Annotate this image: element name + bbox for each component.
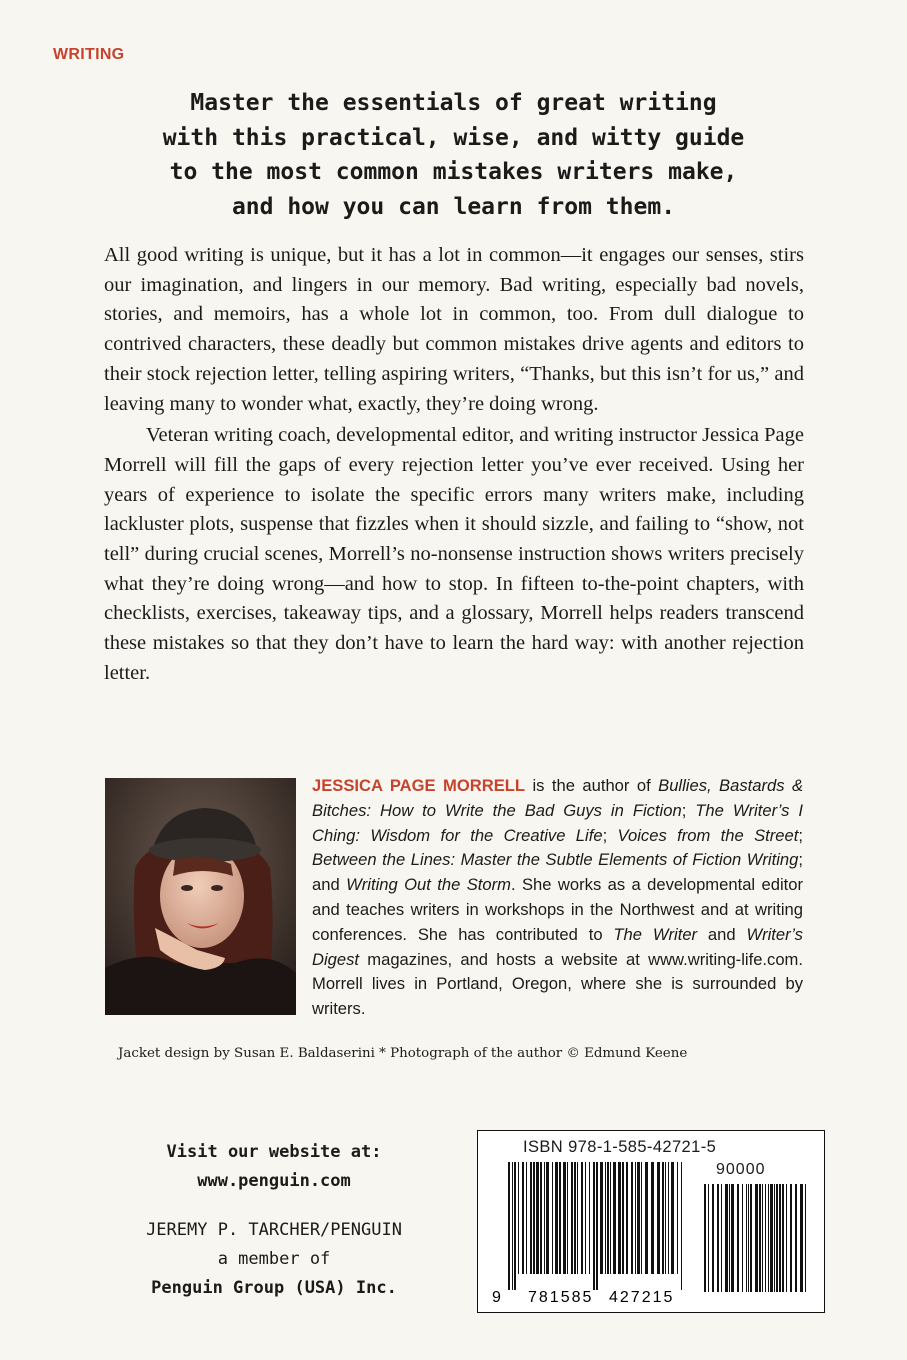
description-paragraph: Veteran writing coach, developmental editor, and writing instructor Jessica Page Morrell will fill the gaps of every rejection letter you’ve ever received. Using her years of experience to isolate the specific errors many writers make, including lackluster plots, suspense that fizzles when it should sizzle, and failing to “show, not tell” during crucial scenes, Morrell’s no-nonsense instruction shows writers precisely what they’re doing wrong—and how to stop. In fifteen to-the-point chapters, with checklists, exercises, takeaway tips, and a glossary, Morrell helps readers transcend these mistakes so that they don’t have to learn the hard way: with another rejection letter.: [104, 424, 804, 684]
bio-text: ; and: [312, 850, 803, 895]
barcode-bar: [746, 1184, 747, 1292]
barcode-bar: [770, 1184, 773, 1292]
tagline-line: and how you can learn from them.: [231, 193, 676, 220]
price-addon: 90000: [716, 1161, 766, 1178]
barcode-bar: [546, 1162, 549, 1274]
bio-text: . She works as a developmental editor and teaches writers in workshops in the Northwest and at writing conferences. She has contributed to: [312, 875, 804, 944]
barcode-bar: [768, 1184, 769, 1292]
bio-text: magazines, and hosts a website at www.writing-life.com. Morrell lives in Portland, Oregon, where she is surrounded by writers.: [312, 949, 803, 1019]
barcode-bar: [742, 1184, 743, 1292]
barcode-bar: [508, 1162, 510, 1290]
magazine-title: The Writer: [613, 924, 698, 944]
barcode-bar: [522, 1162, 524, 1274]
book-title: The Writer’s I Ching: Wisdom for the Creative Life: [312, 800, 803, 845]
barcode-bar: [530, 1162, 532, 1274]
barcode-bar: [725, 1184, 728, 1292]
bio-text: ;: [602, 825, 618, 845]
barcode-bar: [665, 1162, 666, 1274]
barcode-bar: [651, 1162, 654, 1274]
author-name: JESSICA PAGE MORRELL: [312, 776, 526, 795]
barcode-bar: [574, 1162, 576, 1274]
barcode-bar: [721, 1184, 722, 1292]
barcode-bar: [774, 1184, 775, 1292]
barcode-bar: [748, 1184, 749, 1292]
publisher-block: [104, 1216, 444, 1303]
barcode-bar: [750, 1184, 752, 1292]
barcode-bar: [786, 1184, 787, 1292]
bio-text: is the author of: [525, 776, 659, 795]
barcode-bar: [552, 1162, 553, 1274]
barcode-bar: [622, 1162, 624, 1274]
barcode: [477, 1130, 825, 1313]
barcode-bar: [544, 1162, 545, 1274]
barcode-bar: [559, 1162, 561, 1274]
barcode-bar: [610, 1162, 611, 1274]
barcode-bar: [708, 1184, 709, 1292]
category-label: WRITING: [53, 46, 125, 63]
barcode-bar: [776, 1184, 778, 1292]
barcode-bar: [571, 1162, 573, 1274]
barcode-bar: [782, 1184, 784, 1292]
barcode-bar: [662, 1162, 664, 1274]
description-paragraph: All good writing is unique, but it has a lot in common—it engages our senses, stirs our imagination, and lingers in our memory. Bad writing, especially bad novels, stories, and memoirs, has a whole lot in common, too. From dull dialogue to contrived characters, these deadly but common mistakes drive agents and editors to their stock rejection letter, telling aspiring writers, “Thanks, but this isn’t for us,” and leaving many to wonder what, exactly, they’re doing wrong.: [104, 244, 804, 415]
barcode-bar: [567, 1162, 568, 1274]
website-label: Visit our website at:: [166, 1142, 382, 1162]
publisher-name: JEREMY P. TARCHER/PENGUIN: [146, 1220, 402, 1240]
barcode-bar: [795, 1184, 797, 1292]
barcode-bar: [540, 1162, 542, 1274]
barcode-bar: [514, 1162, 516, 1290]
barcode-bar: [731, 1184, 734, 1292]
barcode-bar: [526, 1162, 527, 1274]
barcode-bar: [737, 1184, 739, 1292]
barcode-bar: [618, 1162, 621, 1274]
barcode-bar: [585, 1162, 586, 1274]
barcode-bar: [668, 1162, 669, 1274]
barcode-bar: [704, 1184, 706, 1292]
barcode-bar: [762, 1184, 763, 1292]
barcode-bar: [518, 1162, 519, 1274]
bio-text: ;: [798, 825, 803, 845]
barcode-bar: [577, 1162, 578, 1274]
barcode-bar: [563, 1162, 566, 1274]
barcode-bar: [593, 1162, 595, 1290]
barcode-bar: [555, 1162, 558, 1274]
bio-text: ;: [681, 800, 696, 820]
barcode-digit-first: 9: [492, 1289, 501, 1306]
tagline: [100, 86, 807, 224]
barcode-bar: [759, 1184, 761, 1292]
website-notice: [104, 1138, 444, 1196]
author-bio: [312, 774, 803, 1022]
barcode-bar: [533, 1162, 535, 1274]
book-title: Between the Lines: Master the Subtle Elements of Fiction Writing: [312, 850, 799, 870]
bio-text: and: [697, 924, 747, 944]
barcode-bar: [626, 1162, 628, 1274]
barcode-digits-right: 427215: [609, 1289, 675, 1306]
barcode-bar: [635, 1162, 636, 1274]
barcode-bar: [712, 1184, 714, 1292]
description: [104, 241, 804, 689]
barcode-bar: [681, 1162, 682, 1290]
barcode-bar: [637, 1162, 640, 1274]
book-title: Voices from the Street: [617, 825, 799, 845]
barcode-bar: [607, 1162, 609, 1274]
publisher-affiliation: a member of: [217, 1249, 331, 1269]
barcode-bar: [605, 1162, 606, 1274]
jacket-credits: Jacket design by Susan E. Baldaserini * Photograph of the author © Edmund Keene: [118, 1046, 688, 1061]
barcode-bar: [536, 1162, 539, 1274]
barcode-bar: [657, 1162, 660, 1274]
barcode-bar: [800, 1184, 803, 1292]
barcode-bar: [779, 1184, 781, 1292]
website-url: www.penguin.com: [197, 1171, 351, 1191]
book-title: Writing Out the Storm: [346, 875, 511, 895]
barcode-digits-left: 781585: [528, 1289, 594, 1306]
barcode-bars: [488, 1158, 818, 1308]
barcode-bar: [765, 1184, 766, 1292]
barcode-bar: [512, 1162, 513, 1290]
barcode-bar: [596, 1162, 598, 1290]
book-title: Bullies, Bastards & Bitches: How to Write the Bad Guys in Fiction: [312, 776, 804, 820]
magazine-title: Writer’s Digest: [312, 924, 803, 969]
barcode-bar: [581, 1162, 583, 1274]
tagline-line: Master the essentials of great writing: [190, 90, 717, 116]
barcode-bar: [613, 1162, 616, 1274]
tagline-line: to the most common mistakes writers make,: [169, 159, 738, 185]
isbn-label: ISBN 978-1-585-42721-5: [523, 1138, 717, 1156]
barcode-bar: [717, 1184, 719, 1292]
barcode-bar: [641, 1162, 642, 1274]
barcode-bar: [755, 1184, 758, 1292]
barcode-bar: [790, 1184, 792, 1292]
barcode-bar: [729, 1184, 730, 1292]
barcode-bar: [671, 1162, 674, 1274]
barcode-bar: [589, 1162, 590, 1274]
barcode-bar: [805, 1184, 806, 1292]
barcode-bar: [645, 1162, 648, 1274]
author-photo: [105, 778, 296, 1015]
barcode-bar: [631, 1162, 633, 1274]
barcode-bar: [600, 1162, 603, 1274]
tagline-line: with this practical, wise, and witty guide: [162, 124, 745, 151]
barcode-bar: [677, 1162, 678, 1274]
publisher-group: Penguin Group (USA) Inc.: [151, 1278, 397, 1298]
